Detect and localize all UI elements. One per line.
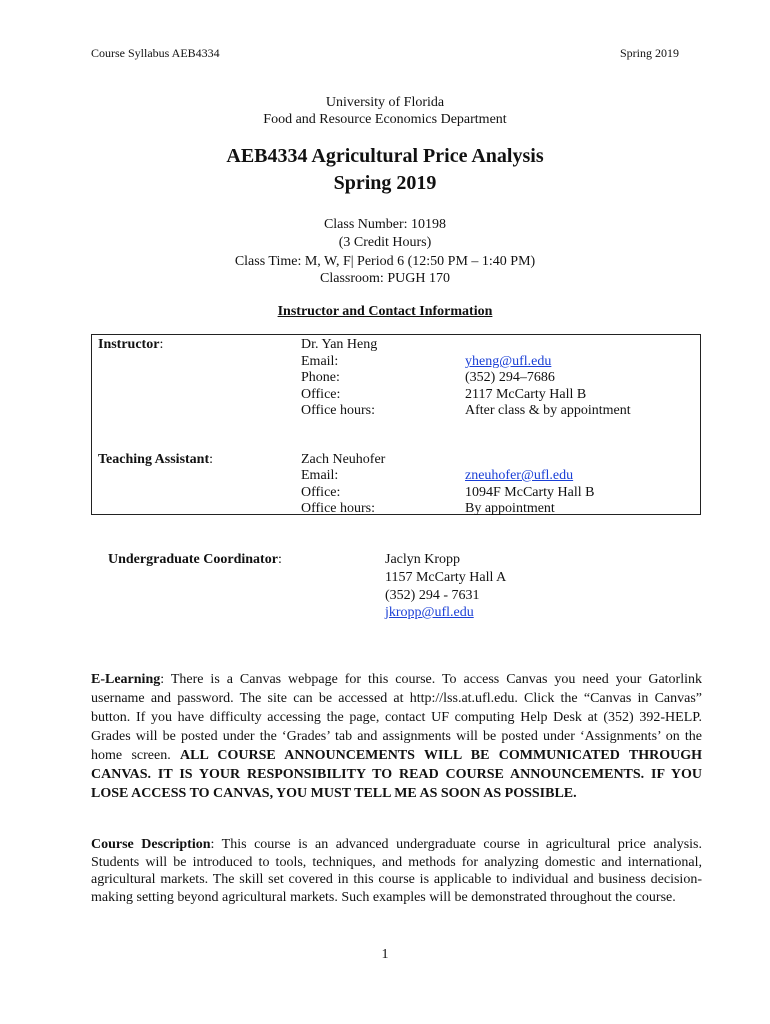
course-description-paragraph xyxy=(91,836,702,906)
classroom: Classroom: PUGH 170 xyxy=(320,271,450,286)
instructor-hours-label: Office hours: xyxy=(301,403,375,418)
description-text: : This course is an advanced undergraduate course in agricultural price analysis. Students will be introduced to tools, techniques, and methods for analyzing domestic and international, agricultural markets. The skill set covered in this course is applicable to individual and business decision-making setting beyond agricultural markets. Such examples will be demonstrated throughout the course. xyxy=(91,837,702,905)
class-credits: (3 Credit Hours) xyxy=(338,235,432,250)
university-name: University of Florida xyxy=(325,95,445,110)
ta-name: Zach Neuhofer xyxy=(301,452,386,467)
elearning-emphasis: ALL COURSE ANNOUNCEMENTS WILL BE COMMUNICATED THROUGH CANVAS. IT IS YOUR RESPONSIBILITY TO READ COURSE ANNOUNCEMENTS. IF YOU LOSE ACCESS TO CANVAS, YOU MUST TELL ME AS SOON AS POSSIBLE. xyxy=(91,748,702,801)
instructor-office: 2117 McCarty Hall B xyxy=(465,387,587,402)
elearning-label: E-Learning xyxy=(91,672,161,687)
instructor-phone: (352) 294–7686 xyxy=(465,370,555,385)
ta-hours-label: Office hours: xyxy=(301,501,375,516)
ta-hours: By appointment xyxy=(465,501,555,516)
class-number: Class Number: 10198 xyxy=(323,217,447,232)
ta-email-label: Email: xyxy=(301,468,339,483)
coordinator-phone: (352) 294 - 7631 xyxy=(385,588,480,603)
ta-office-label: Office: xyxy=(301,485,341,500)
ta-email-link[interactable]: zneuhofer@ufl.edu xyxy=(465,468,574,483)
elearning-paragraph xyxy=(91,670,702,803)
header-term-label: Spring 2019 xyxy=(619,46,679,60)
header-course-label: Course Syllabus AEB4334 xyxy=(91,46,220,60)
contact-table xyxy=(91,334,701,515)
instructor-office-label: Office: xyxy=(301,387,341,402)
instructor-hours: After class & by appointment xyxy=(465,403,631,418)
department-name: Food and Resource Economics Department xyxy=(263,112,507,127)
course-term: Spring 2019 xyxy=(333,172,437,194)
instructor-role-label: Instructor: xyxy=(98,337,164,352)
instructor-email-label: Email: xyxy=(301,354,339,369)
contact-heading: Instructor and Contact Information xyxy=(277,304,493,319)
coordinator-name: Jaclyn Kropp xyxy=(385,552,461,567)
ta-role-label: Teaching Assistant: xyxy=(98,452,214,467)
instructor-phone-label: Phone: xyxy=(301,370,340,385)
coordinator-role-label: Undergraduate Coordinator: xyxy=(108,552,282,567)
description-label: Course Description xyxy=(91,837,211,852)
coordinator-email-link[interactable]: jkropp@ufl.edu xyxy=(385,605,474,620)
instructor-name: Dr. Yan Heng xyxy=(301,337,378,352)
class-time: Class Time: M, W, F| Period 6 (12:50 PM – 1:40 PM) xyxy=(234,254,536,269)
page-number: 1 xyxy=(381,947,389,962)
instructor-email-link[interactable]: yheng@ufl.edu xyxy=(465,354,552,369)
coordinator-office: 1157 McCarty Hall A xyxy=(385,570,507,585)
course-title: AEB4334 Agricultural Price Analysis xyxy=(226,145,544,167)
ta-office: 1094F McCarty Hall B xyxy=(465,485,595,500)
elearning-text: : There is a Canvas webpage for this course. To access Canvas you need your Gatorlink username and password. The site can be accessed at http://lss.at.ufl.edu. Click the “Canvas in Canvas” button. If you have difficulty accessing the page, contact UF computing Help Desk at (352) 392-HELP. Grades will be posted under the ‘Grades’ tab and assignments will be posted under ‘Assignments’ on the home screen. xyxy=(91,672,702,763)
